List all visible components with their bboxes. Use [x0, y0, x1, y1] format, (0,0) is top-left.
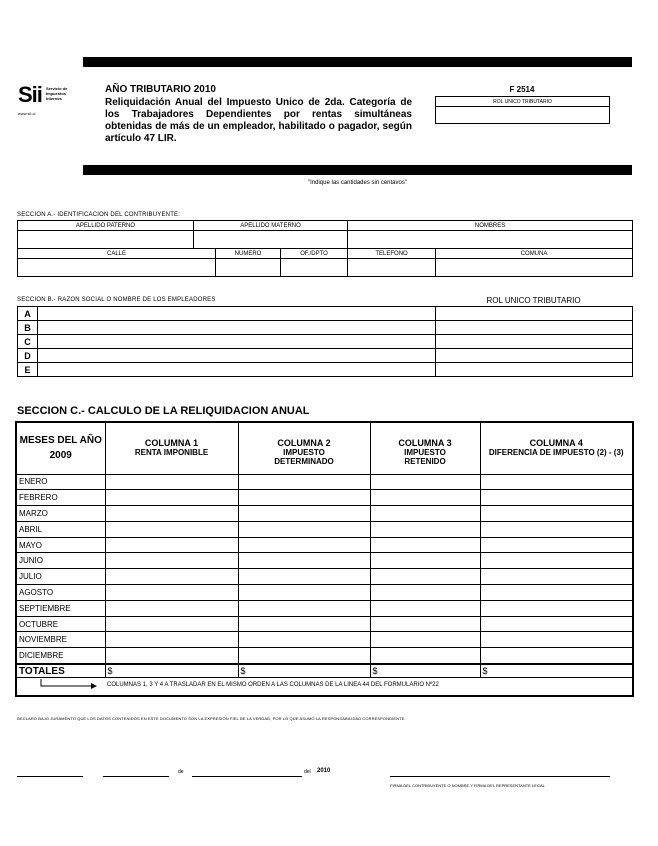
sii-logo-letters: Sii [18, 82, 42, 107]
month-row [16, 569, 633, 585]
employer-letter: A [18, 307, 38, 321]
month-column-3-input[interactable] [370, 506, 480, 522]
month-column-2-input[interactable] [238, 569, 370, 585]
month-column-3-input[interactable] [370, 585, 480, 601]
input-apellido-paterno[interactable] [18, 231, 194, 249]
signature-line-month[interactable] [192, 776, 302, 777]
months-header [16, 422, 105, 474]
column-2-subtitle: IMPUESTO DETERMINADO [238, 448, 370, 474]
months-header-year: 2009 [49, 450, 72, 462]
total-column-1[interactable] [105, 664, 238, 678]
section-b-table [17, 306, 633, 377]
signature-caption: FIRMA DEL CONTRIBUYENTE O NOMBRE Y FIRMA DEL REPRESENTANTE LEGAL [390, 783, 545, 788]
form-description: Reliquidación Anual del Impuesto Unico de 2da. Categoría de los Trabajadores Dependientes por rentas simultáneas obtenidas de más de un empleador, habilitado o pagador, según artículo 47 LIR. [105, 97, 412, 144]
input-apellido-materno[interactable] [194, 231, 348, 249]
month-label: NOVIEMBRE [16, 632, 105, 648]
total-column-2[interactable] [238, 664, 370, 678]
month-column-1-input[interactable] [105, 600, 238, 616]
signature-de-1: de [178, 769, 184, 775]
currency-symbol: $ [372, 665, 378, 676]
month-column-2-input[interactable] [238, 632, 370, 648]
month-column-4-input[interactable] [480, 474, 633, 490]
employer-row [18, 335, 633, 349]
month-column-4-input[interactable] [480, 537, 633, 553]
sii-logo-org: Servicio de Impuestos Internos [46, 86, 68, 101]
employer-row [18, 349, 633, 363]
month-column-4-input[interactable] [480, 648, 633, 664]
middle-bar [83, 165, 632, 175]
employer-rut-input[interactable] [436, 307, 633, 321]
sii-logo-url: www.sii.cl [18, 111, 36, 116]
label-apellido-materno: APELLIDO MATERNO [194, 221, 348, 231]
month-column-2-input[interactable] [238, 490, 370, 506]
month-column-2-input[interactable] [238, 600, 370, 616]
month-column-4-input[interactable] [480, 616, 633, 632]
top-bar [83, 57, 632, 67]
month-column-4-input[interactable] [480, 585, 633, 601]
month-label: MAYO [16, 537, 105, 553]
month-column-1-input[interactable] [105, 506, 238, 522]
month-column-1-input[interactable] [105, 616, 238, 632]
employer-rut-input[interactable] [436, 321, 633, 335]
month-column-2-input[interactable] [238, 537, 370, 553]
employer-row [18, 307, 633, 321]
section-b-rut-title: ROL UNICO TRIBUTARIO [486, 296, 581, 305]
column-3-title: COLUMNA 3 [370, 422, 480, 448]
declaration-text: DECLARO BAJO JURAMENTO QUE LOS DATOS CONTENIDOS EN ESTE DOCUMENTO SON LA EXPRESION FIEL DE LA VERDAD, POR LO QUE ASUMO LA RESPONSABILIDAD CORRESPONDIENTE. [17, 716, 406, 721]
sii-logo [18, 84, 88, 120]
column-3-subtitle: IMPUESTO RETENIDO [370, 448, 480, 474]
section-b-title: SECCION B.- RAZON SOCIAL O NOMBRE DE LOS EMPLEADORES [17, 297, 216, 303]
month-column-4-input[interactable] [480, 506, 633, 522]
total-column-4[interactable] [480, 664, 633, 678]
signature-line-signature[interactable] [390, 776, 610, 777]
month-row [16, 648, 633, 664]
column-1-title: COLUMNA 1 [105, 422, 238, 448]
employer-letter: D [18, 349, 38, 363]
month-label: ABRIL [16, 521, 105, 537]
employer-name-input[interactable] [38, 307, 436, 321]
rut-box-input[interactable] [436, 107, 609, 123]
months-header-label: MESES DEL AÑO [19, 435, 102, 447]
input-numero[interactable] [216, 259, 281, 277]
label-numero: NUMERO [216, 249, 281, 259]
month-column-4-input[interactable] [480, 490, 633, 506]
input-oficina[interactable] [281, 259, 348, 277]
employer-row [18, 321, 633, 335]
month-row [16, 632, 633, 648]
input-comuna[interactable] [436, 259, 633, 277]
input-nombres[interactable] [348, 231, 633, 249]
employer-row [18, 363, 633, 377]
employer-letter: E [18, 363, 38, 377]
month-column-1-input[interactable] [105, 569, 238, 585]
month-column-4-input[interactable] [480, 600, 633, 616]
section-a-table [17, 220, 633, 277]
currency-symbol: $ [482, 665, 488, 676]
total-column-3[interactable] [370, 664, 480, 678]
month-row [16, 600, 633, 616]
month-column-4-input[interactable] [480, 521, 633, 537]
month-column-3-input[interactable] [370, 600, 480, 616]
column-4-title: COLUMNA 4 [480, 422, 633, 448]
transfer-note-row [16, 678, 633, 696]
month-column-2-input[interactable] [238, 616, 370, 632]
month-column-1-input[interactable] [105, 553, 238, 569]
month-column-4-input[interactable] [480, 632, 633, 648]
month-column-3-input[interactable] [370, 616, 480, 632]
tax-year-title: AÑO TRIBUTARIO 2010 [105, 84, 216, 95]
signature-line-day[interactable] [103, 776, 169, 777]
transfer-note: COLUMNAS 1, 3 Y 4 A TRASLADAR EN EL MISMO ORDEN A LAS COLUMNAS DE LA LINEA 44 DEL FORMULARIO Nº22 [107, 682, 439, 689]
month-column-3-input[interactable] [370, 632, 480, 648]
month-column-1-input[interactable] [105, 537, 238, 553]
employer-letter: C [18, 335, 38, 349]
month-row [16, 490, 633, 506]
month-row [16, 521, 633, 537]
employer-rut-input[interactable] [436, 335, 633, 349]
input-telefono[interactable] [348, 259, 436, 277]
section-a-title: SECCION A.- IDENTIFICACION DEL CONTRIBUYENTE: [17, 212, 181, 218]
month-row [16, 553, 633, 569]
month-column-2-input[interactable] [238, 553, 370, 569]
month-column-1-input[interactable] [105, 648, 238, 664]
month-column-2-input[interactable] [238, 506, 370, 522]
label-nombres: NOMBRES [348, 221, 633, 231]
form-code: F 2514 [509, 85, 535, 94]
employer-letter: B [18, 321, 38, 335]
month-column-1-input[interactable] [105, 474, 238, 490]
column-2-title: COLUMNA 2 [238, 422, 370, 448]
month-column-3-input[interactable] [370, 553, 480, 569]
month-column-2-input[interactable] [238, 474, 370, 490]
month-column-2-input[interactable] [238, 585, 370, 601]
totals-label: TOTALES [16, 664, 105, 678]
month-label: MARZO [16, 506, 105, 522]
month-row [16, 537, 633, 553]
month-label: JULIO [16, 569, 105, 585]
month-label: AGOSTO [16, 585, 105, 601]
month-label: JUNIO [16, 553, 105, 569]
signature-del: del [304, 769, 311, 775]
month-row [16, 585, 633, 601]
month-label: OCTUBRE [16, 616, 105, 632]
employer-rut-input[interactable] [436, 349, 633, 363]
month-label: ENERO [16, 474, 105, 490]
month-column-1-input[interactable] [105, 521, 238, 537]
employer-name-input[interactable] [38, 349, 436, 363]
month-row [16, 616, 633, 632]
column-1-subtitle: RENTA IMPONIBLE [105, 448, 238, 474]
section-c-table [15, 421, 634, 697]
month-label: SEPTIEMBRE [16, 600, 105, 616]
employer-name-input[interactable] [38, 335, 436, 349]
amount-note: "Indique las cantidades sin centavos" [308, 180, 407, 186]
month-column-1-input[interactable] [105, 632, 238, 648]
arrow-right-icon [39, 678, 99, 692]
month-column-1-input[interactable] [105, 490, 238, 506]
month-column-4-input[interactable] [480, 553, 633, 569]
month-label: DICIEMBRE [16, 648, 105, 664]
column-4-subtitle: DIFERENCIA DE IMPUESTO (2) - (3) [480, 448, 633, 474]
section-c-title: SECCION C.- CALCULO DE LA RELIQUIDACION ANUAL [17, 405, 310, 417]
label-calle: CALLE [18, 249, 216, 259]
month-column-3-input[interactable] [370, 569, 480, 585]
employer-rut-input[interactable] [436, 363, 633, 377]
signature-line-place[interactable] [17, 776, 83, 777]
month-column-3-input[interactable] [370, 490, 480, 506]
employer-name-input[interactable] [38, 321, 436, 335]
employer-name-input[interactable] [38, 363, 436, 377]
month-column-3-input[interactable] [370, 474, 480, 490]
month-row [16, 474, 633, 490]
label-comuna: COMUNA [436, 249, 633, 259]
currency-symbol: $ [240, 665, 246, 676]
month-column-2-input[interactable] [238, 648, 370, 664]
label-oficina: OF./DPTO [281, 249, 348, 259]
month-column-3-input[interactable] [370, 648, 480, 664]
label-apellido-paterno: APELLIDO PATERNO [18, 221, 194, 231]
month-column-2-input[interactable] [238, 521, 370, 537]
month-column-1-input[interactable] [105, 585, 238, 601]
label-telefono: TELEFONO [348, 249, 436, 259]
month-label: FEBRERO [16, 490, 105, 506]
month-column-3-input[interactable] [370, 537, 480, 553]
month-column-4-input[interactable] [480, 569, 633, 585]
month-column-3-input[interactable] [370, 521, 480, 537]
rut-box [435, 96, 610, 124]
rut-box-label: ROL UNICO TRIBUTARIO [436, 97, 609, 107]
month-row [16, 506, 633, 522]
input-calle[interactable] [18, 259, 216, 277]
currency-symbol: $ [107, 665, 113, 676]
signature-year: 2010 [317, 768, 331, 774]
